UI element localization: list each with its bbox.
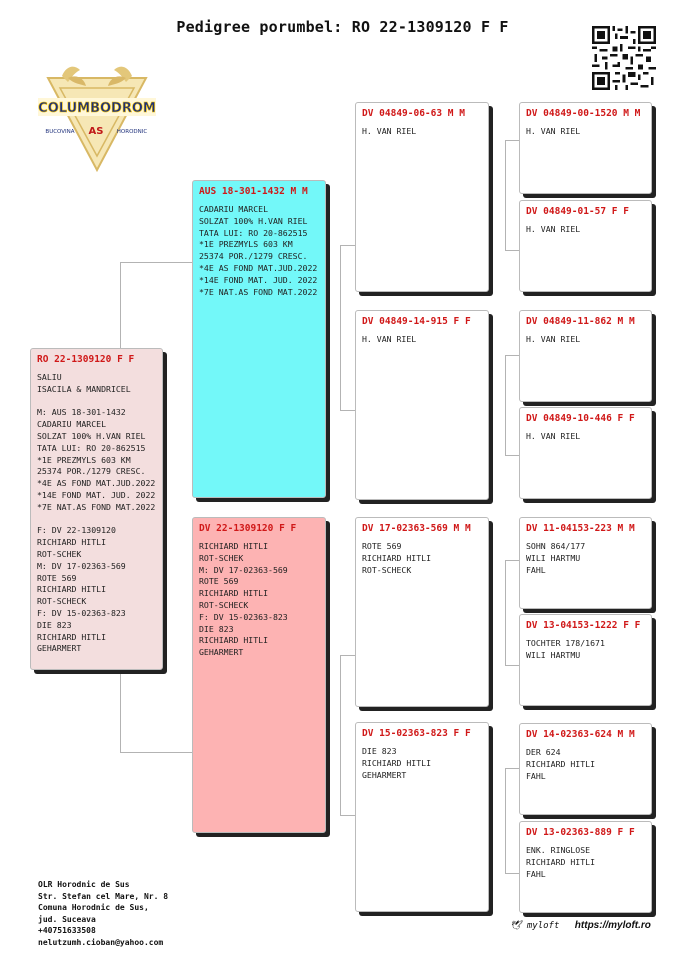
connector-line xyxy=(340,245,356,246)
pigeon-details: DIE 823 RICHIARD HITLI GEHARMERT xyxy=(362,746,432,780)
pedigree-card-gen3 xyxy=(355,102,489,292)
connector-line xyxy=(505,355,519,356)
connector-line xyxy=(505,665,519,666)
connector-line xyxy=(505,355,506,455)
connector-line xyxy=(505,768,519,769)
pigeon-details: ROTE 569 RICHIARD HITLI ROT-SCHECK xyxy=(362,541,432,575)
pedigree-card-gen4 xyxy=(519,200,652,292)
pedigree-card-gen4 xyxy=(519,407,652,499)
columbodrom-logo xyxy=(38,58,156,176)
connector-line xyxy=(340,815,356,816)
ring-number: DV 15-02363-823 F F xyxy=(362,728,471,739)
connector-line xyxy=(120,262,193,263)
connector-line xyxy=(505,250,519,251)
ring-number: DV 04849-10-446 F F xyxy=(526,413,635,424)
pigeon-details: H. VAN RIEL xyxy=(526,224,581,234)
pedigree-card-gen3 xyxy=(355,517,489,707)
ring-number: DV 13-04153-1222 F F xyxy=(526,620,641,631)
pigeon-details: CADARIU MARCEL SOLZAT 100% H.VAN RIEL TATA LUI: RO 20-862515 *1E PREZMYLS 603 KM 25374 POR./1279 CRESC. *4E AS FOND MAT.JUD.2022 *14E FOND MAT. JUD. 2022 *7E NAT.AS FOND MAT.2022 xyxy=(199,204,318,297)
qr-code xyxy=(592,26,656,90)
pedigree-card-gen4 xyxy=(519,310,652,402)
pedigree-card-subject xyxy=(30,348,163,670)
pedigree-card-gen3 xyxy=(355,310,489,500)
ring-number: DV 13-02363-889 F F xyxy=(526,827,635,838)
ring-number: DV 04849-01-57 F F xyxy=(526,206,629,217)
pigeon-details: H. VAN RIEL xyxy=(526,126,581,136)
connector-line xyxy=(340,245,341,410)
pedigree-card-gen4 xyxy=(519,102,652,194)
ring-number: DV 04849-11-862 M M xyxy=(526,316,635,327)
pigeon-details: H. VAN RIEL xyxy=(526,334,581,344)
logo-sub-left: BUCOVINA xyxy=(45,129,75,135)
ring-number: DV 04849-06-63 M M xyxy=(362,108,465,119)
connector-line xyxy=(505,560,506,665)
connector-line xyxy=(340,655,341,815)
connector-line xyxy=(120,670,121,752)
owner-address: OLR Horodnic de Sus Str. Stefan cel Mare, Nr. 8 Comuna Horodnic de Sus, jud. Suceava +40751633508 nelutzumh.cioban@yahoo.com xyxy=(38,880,169,947)
ring-number: DV 14-02363-624 M M xyxy=(526,729,635,740)
connector-line xyxy=(505,455,519,456)
pedigree-card-gen4 xyxy=(519,821,652,913)
page-title: Pedigree porumbel: RO 22-1309120 F F xyxy=(176,18,509,36)
pigeon-details: SALIU ISACILA & MANDRICEL M: AUS 18-301-1432 CADARIU MARCEL SOLZAT 100% H.VAN RIEL TATA LUI: RO 20-862515 *1E PREZMYLS 603 KM 25374 POR./1279 CRESC. *4E AS FOND MAT.JUD.2022 *14E FOND MAT. JUD. 2022 *7E NAT.AS FOND MAT.2022 F: DV 22-1309120 RICHIARD HITLI ROT-SCHEK M: DV 17-02363-569 ROTE 569 RICHIARD HITLI ROT-SCHECK F: DV 15-02363-823 DIE 823 RICHIARD HITLI GEHARMERT xyxy=(37,372,156,654)
pigeon-details: H. VAN RIEL xyxy=(362,334,417,344)
brand-url-link[interactable]: https://myloft.ro xyxy=(574,920,651,931)
logo-wordmark: COLUMBODROM xyxy=(38,101,156,116)
pigeon-logo-icon: 🕊 xyxy=(510,921,522,931)
pigeon-details: ENK. RINGLOSE RICHIARD HITLI FAHL xyxy=(526,845,596,879)
connector-line xyxy=(120,752,193,753)
ring-number: AUS 18-301-1432 M M xyxy=(199,186,308,197)
pigeon-details: DER 624 RICHIARD HITLI FAHL xyxy=(526,747,596,781)
logo-sub-right: HORODNIC xyxy=(116,129,148,135)
pedigree-card-gen4 xyxy=(519,614,652,706)
connector-line xyxy=(505,140,506,250)
ring-number: DV 22-1309120 F F xyxy=(199,523,297,534)
brand-name: myloft xyxy=(526,921,560,931)
ring-number: DV 17-02363-569 M M xyxy=(362,523,471,534)
connector-line xyxy=(340,410,356,411)
connector-line xyxy=(340,655,356,656)
ring-number: DV 04849-00-1520 M M xyxy=(526,108,641,119)
pigeon-details: SOHN 864/177 WILI HARTMU FAHL xyxy=(526,541,586,575)
pedigree-card-gen3 xyxy=(355,722,489,912)
pedigree-card-gen4 xyxy=(519,723,652,815)
pedigree-card-dam xyxy=(192,517,326,833)
connector-line xyxy=(505,873,519,874)
pigeon-details: RICHIARD HITLI ROT-SCHEK M: DV 17-02363-569 ROTE 569 RICHIARD HITLI ROT-SCHECK F: DV 15-02363-823 DIE 823 RICHIARD HITLI GEHARMERT xyxy=(199,541,288,658)
ring-number: DV 04849-14-915 F F xyxy=(362,316,471,327)
connector-line xyxy=(505,768,506,873)
pedigree-card-gen4 xyxy=(519,517,652,609)
pigeon-details: TOCHTER 178/1671 WILI HARTMU xyxy=(526,638,605,660)
pigeon-details: H. VAN RIEL xyxy=(362,126,417,136)
connector-line xyxy=(505,140,519,141)
footer-brand xyxy=(510,920,651,931)
ring-number: DV 11-04153-223 M M xyxy=(526,523,635,534)
pigeon-details: H. VAN RIEL xyxy=(526,431,581,441)
connector-line xyxy=(120,262,121,350)
pedigree-card-sire xyxy=(192,180,326,498)
ring-number: RO 22-1309120 F F xyxy=(37,354,135,365)
logo-sub-mid: AS xyxy=(88,126,104,137)
connector-line xyxy=(505,560,519,561)
